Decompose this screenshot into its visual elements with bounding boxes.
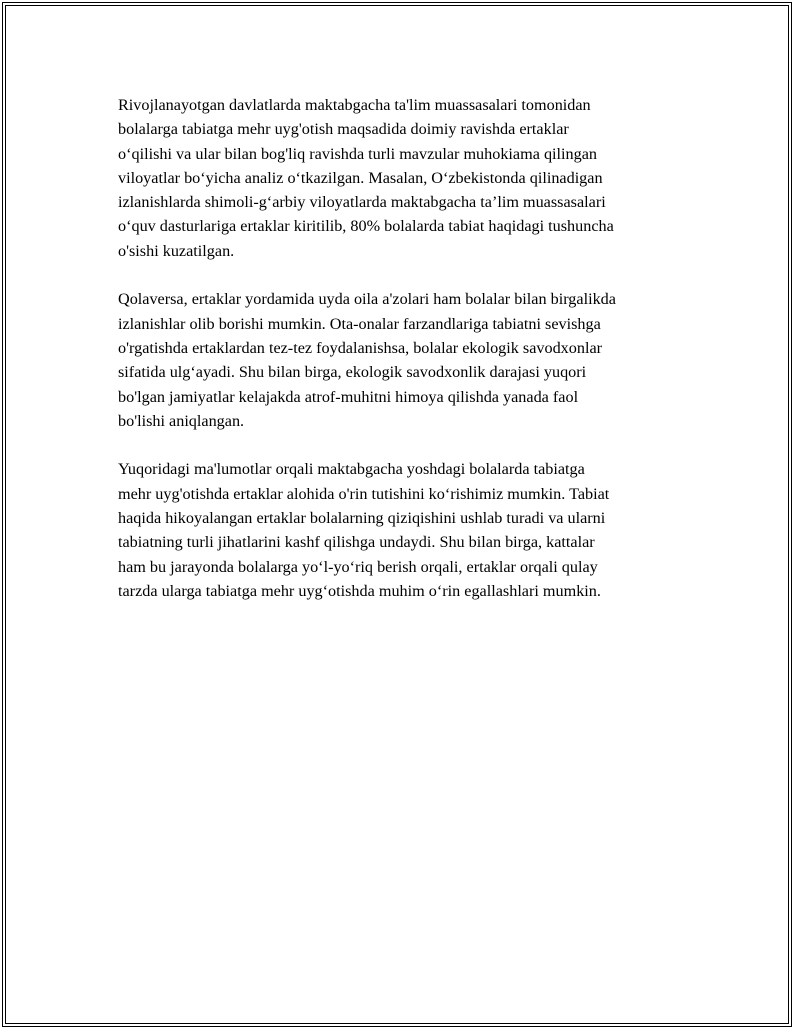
- document-body: [118, 93, 688, 628]
- paragraph-2: Qolaversa, ertaklar yordamida uyda oila a'zolari ham bolalar bilan birgalikda izlanishlar olib borishi mumkin. Ota-onalar farzandlariga tabiatni sevishga o'rgatishda ertaklardan tez-tez foydalanishsa, bolalar ekologik savodxonlar sifatida ulg‘ayadi. Shu bilan birga, ekologik savodxonlik darajasi yuqori bo'lgan jamiyatlar kelajakda atrof-muhitni himoya qilishda yanada faol bo'lishi aniqlangan.: [118, 290, 616, 430]
- paragraph-1: Rivojlanayotgan davlatlarda maktabgacha ta'lim muassasalari tomonidan bolalarga tabiatga mehr uyg'otish maqsadida doimiy ravishda ertaklar o‘qilishi va ular bilan bog'liq ravishda turli mavzular muhokiama qilingan viloyatlar bo‘yicha analiz o‘tkazilgan. Masalan, O‘zbekistonda qilinadigan izlanishlarda shimoli-g‘arbiy viloyatlarda maktabgacha ta’lim muassasalari o‘quv dasturlariga ertaklar kiritilib, 80% bolalarda tabiat haqidagi tushuncha o'sishi kuzatilgan.: [118, 96, 614, 260]
- paragraph-3: Yuqoridagi ma'lumotlar orqali maktabgacha yoshdagi bolalarda tabiatga mehr uyg'otishda ertaklar alohida o'rin tutishini ko‘rishimiz mumkin. Tabiat haqida hikoyalangan ertaklar bolalarning qiziqishini ushlab turadi va ularni tabiatning turli jihatlarini kashf qilishga undaydi. Shu bilan birga, kattalar ham bu jarayonda bolalarga yo‘l-yo‘riq berish orqali, ertaklar orqali qulay tarzda ularga tabiatga mehr uyg‘otishda muhim o‘rin egallashlari mumkin.: [118, 460, 610, 600]
